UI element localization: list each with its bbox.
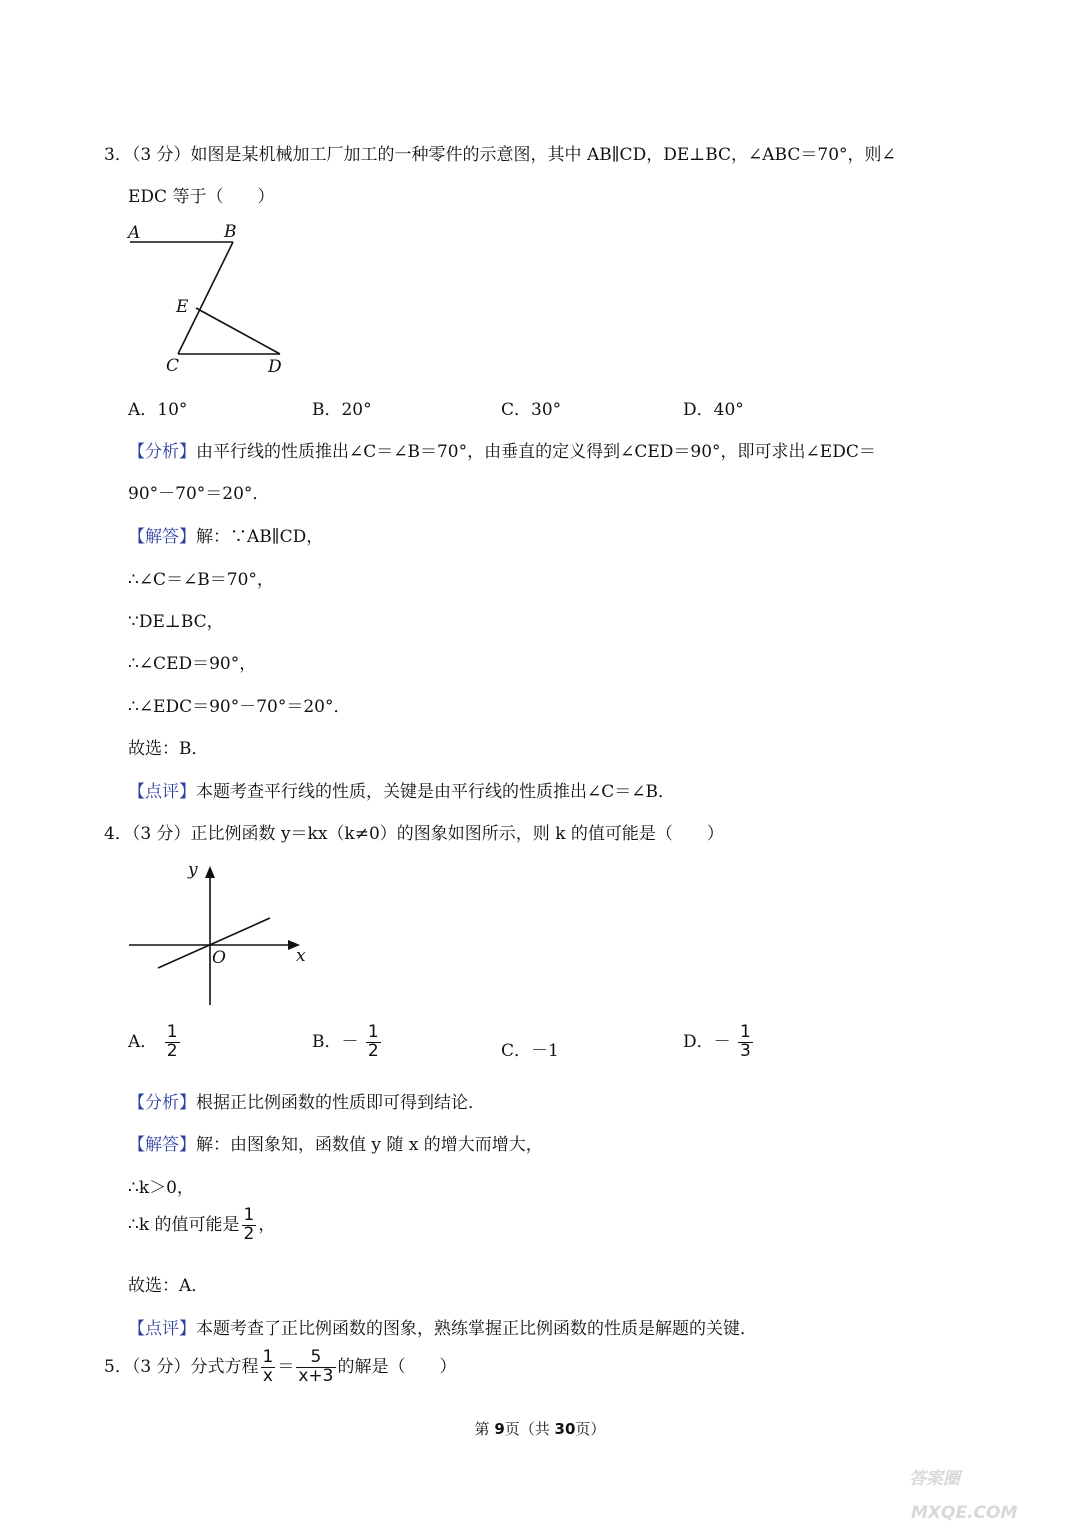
- label-x: x: [296, 946, 306, 966]
- q3-analysis-line2: 90°－70°＝20°．: [128, 484, 270, 504]
- q3-stem-line2: EDC 等于（ ）: [128, 187, 275, 207]
- q4-analysis: 【分析】根据正比例函数的性质即可得到结论．: [128, 1093, 485, 1113]
- q3-stem-line1: 3．（3 分）如图是某机械加工厂加工的一种零件的示意图，其中 AB∥CD，DE⊥BC，∠ABC＝70°，则∠: [104, 145, 896, 165]
- line-ed: [196, 308, 280, 354]
- q3-option-a: A．10°: [128, 400, 188, 420]
- q4-figure: [124, 855, 324, 1010]
- q3-answer-line: 故选：B．: [128, 739, 209, 759]
- label-a: A: [128, 223, 141, 243]
- comment-tag: 【点评】: [128, 782, 196, 802]
- comment-tag: 【点评】: [128, 1319, 196, 1339]
- q4-option-a: A． $\frac{1}{2}$: [128, 1022, 178, 1061]
- q3-option-d: D．40°: [683, 400, 744, 420]
- q3-analysis: 【分析】由平行线的性质推出∠C＝∠B＝70°，由垂直的定义得到∠CED＝90°，即可求出∠EDC＝: [128, 442, 876, 462]
- analysis-tag: 【分析】: [128, 1093, 196, 1113]
- page-number: 9: [494, 1420, 505, 1438]
- label-origin: O: [212, 948, 226, 968]
- q4-answer-line: 故选：A．: [128, 1276, 209, 1296]
- q4-stem: 4．（3 分）正比例函数 y＝kx（k≠0）的图象如图所示，则 k 的值可能是（ ）: [104, 824, 724, 844]
- q4-option-b: B．－ $\frac{1}{2}$: [312, 1022, 379, 1061]
- q3-comment: 【点评】本题考查平行线的性质，关键是由平行线的性质推出∠C＝∠B．: [128, 782, 675, 802]
- q3-answer-line: ∵DE⊥BC，: [128, 612, 224, 632]
- q4-answer-line: ∴k＞0，: [128, 1178, 194, 1198]
- q3-figure: [120, 218, 300, 378]
- answer-tag: 【解答】: [128, 527, 196, 547]
- q3-option-c: C．30°: [501, 400, 562, 420]
- q4-comment: 【点评】本题考查了正比例函数的图象，熟练掌握正比例函数的性质是解题的关键．: [128, 1319, 757, 1339]
- watermark-line1: 答案圈: [909, 1469, 960, 1489]
- page-total: 30: [554, 1420, 576, 1438]
- label-b: B: [224, 222, 237, 242]
- label-d: D: [268, 357, 282, 377]
- label-c: C: [166, 356, 180, 376]
- q4-option-d: D．－ $\frac{1}{3}$: [683, 1022, 751, 1061]
- label-e: E: [176, 297, 189, 317]
- q4-answer-line3: ∴k 的值可能是 $\frac{1}{2}$ ，: [128, 1205, 276, 1244]
- analysis-tag: 【分析】: [128, 442, 196, 462]
- q4-option-c: C．－1: [501, 1041, 559, 1061]
- q3-answer: 【解答】解：∵AB∥CD，: [128, 527, 324, 547]
- y-axis-arrow: [205, 866, 215, 878]
- page-footer: 第 9页（共 30页）: [474, 1420, 606, 1438]
- q4-answer: 【解答】解：由图象知，函数值 y 随 x 的增大而增大，: [128, 1135, 543, 1155]
- answer-tag: 【解答】: [128, 1135, 196, 1155]
- q3-answer-line: ∴∠CED＝90°，: [128, 654, 257, 674]
- q3-option-b: B．20°: [312, 400, 372, 420]
- q3-answer-line: ∴∠C＝∠B＝70°，: [128, 570, 274, 590]
- q5-stem: 5．（3 分）分式方程 $\frac{1}{x}$ ＝ $\frac{5}{x+3}$ 的解是（ ）: [104, 1347, 457, 1386]
- watermark-logo: [905, 1440, 1075, 1524]
- watermark-line2: MXQE.COM: [911, 1503, 1018, 1523]
- q3-answer-line: ∴∠EDC＝90°－70°＝20°．: [128, 697, 351, 717]
- label-y: y: [188, 860, 198, 880]
